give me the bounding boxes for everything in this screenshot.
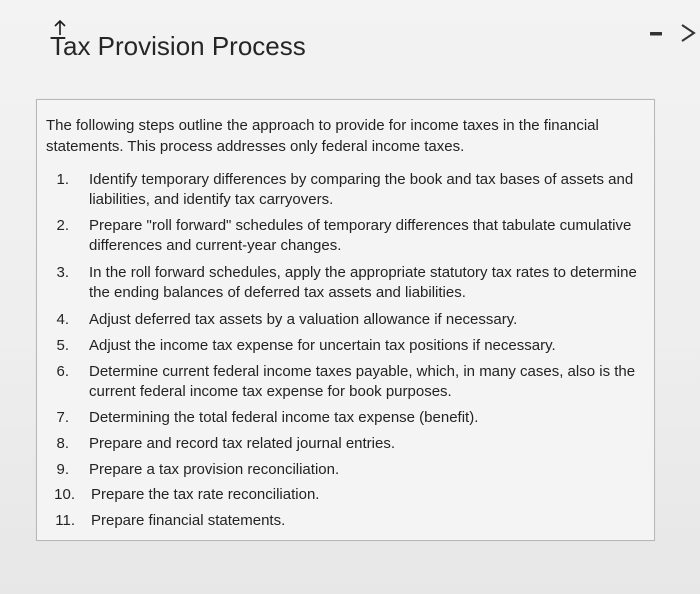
step-number: 4. xyxy=(56,311,69,328)
step-number: 7. xyxy=(56,409,69,426)
step-number: 2. xyxy=(56,217,69,234)
step-text: In the roll forward schedules, apply the appropriate statutory tax rates to determine the ending balances of deferred tax assets and liabilities. xyxy=(89,264,637,301)
step-number: 5. xyxy=(56,337,69,354)
step-number: 1. xyxy=(56,171,69,188)
steps-panel xyxy=(36,99,655,541)
step-text: Prepare and record tax related journal entries. xyxy=(89,435,396,452)
step-text: Determine current federal income taxes payable, which, in many cases, also is the current federal income tax expense for book purposes. xyxy=(89,363,636,400)
step-number: 11. xyxy=(55,512,75,529)
intro-text: The following steps outline the approach to provide for income taxes in the financial statements. This process addresses only federal income taxes. xyxy=(46,117,599,155)
page-title: Tax Provision Process xyxy=(50,31,306,61)
close-chevron-icon[interactable] xyxy=(678,22,700,44)
step-number: 8. xyxy=(56,435,69,452)
step-text: Prepare financial statements. xyxy=(91,512,286,529)
step-text: Prepare a tax provision reconciliation. xyxy=(89,461,340,478)
step-number: 3. xyxy=(56,264,69,281)
steps-list xyxy=(37,100,654,540)
step-text: Adjust deferred tax assets by a valuation allowance if necessary. xyxy=(89,311,518,328)
minimize-icon[interactable] xyxy=(648,22,664,44)
step-number: 10. xyxy=(54,486,75,503)
step-number: 9. xyxy=(56,461,69,478)
step-text: Determining the total federal income tax expense (benefit). xyxy=(89,409,479,426)
step-text: Prepare "roll forward" schedules of temporary differences that tabulate cumulative differences and current-year changes. xyxy=(89,217,632,254)
step-text: Adjust the income tax expense for uncertain tax positions if necessary. xyxy=(89,337,556,354)
step-text: Prepare the tax rate reconciliation. xyxy=(91,486,320,503)
window-controls xyxy=(640,22,700,44)
step-text: Identify temporary differences by comparing the book and tax bases of assets and liabilities, and identify tax carryovers. xyxy=(89,171,634,208)
step-number: 6. xyxy=(56,363,69,380)
